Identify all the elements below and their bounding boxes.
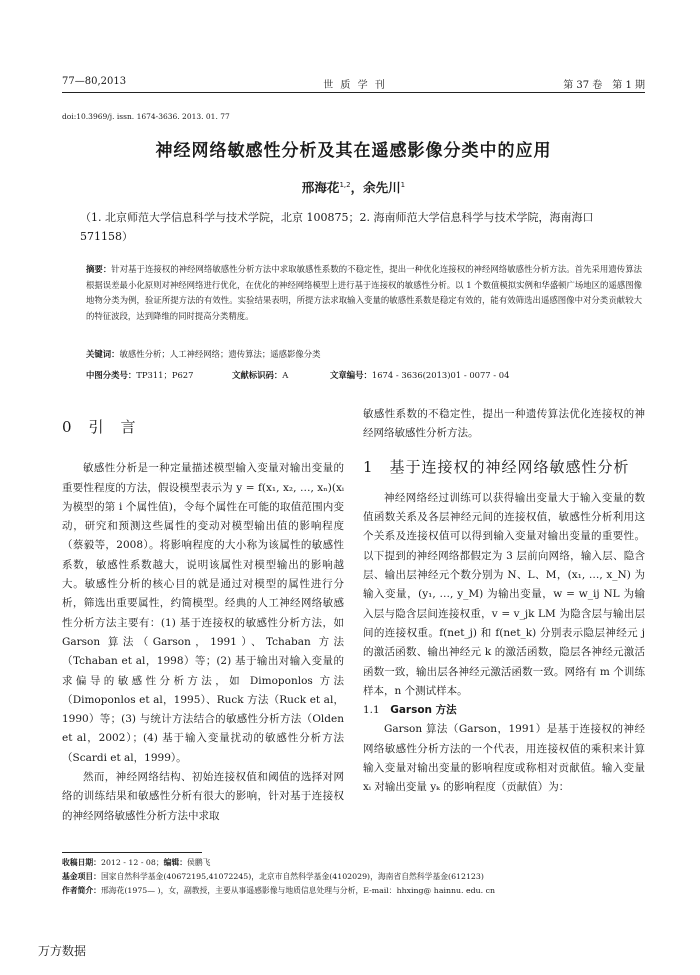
running-header-journal: 世 质 学 刊: [323, 80, 387, 91]
section-0-heading: 0 引 言: [62, 418, 137, 436]
doc-code: 文献标识码：A: [232, 370, 289, 380]
section-0-paragraph-2: 然而，神经网络结构、初始连接权值和阈值的选择对网络的训练结果和敏感性分析有很大的影响，针对基于连接权的神经网络敏感性分析方法中求取: [62, 771, 344, 822]
affiliation: （1. 北京师范大学信息科学与技术学院，北京 100875；2. 海南师范大学信息科学与技术学院，海南海口 571158）: [80, 211, 594, 243]
author-1: 邢海花: [301, 180, 340, 195]
keywords-label: 关键词：: [86, 349, 120, 359]
keywords: [86, 347, 642, 363]
article-number: 文章编号：1674 - 3636(2013)01 - 0077 - 04: [330, 370, 510, 380]
footnote-received: 收稿日期：2012 - 12 - 08；编辑：侯鹏飞: [62, 858, 211, 867]
author-1-affil: 1,2: [339, 180, 351, 189]
subsection-title: Garson 方法: [390, 704, 457, 717]
subsection-number: 1.1: [363, 704, 380, 717]
section-1-paragraph-1: 神经网络经过训练可以获得输出变量大于输入变量的数值函数关系及各层神经元间的连接权值，敏感性分析利用这个关系及连接权值可以得到输入变量对输出变量的重要性。以下提到的神经网络都假定为 3 层前向网络，输入层、隐含层、输出层神经元个数分别为 N、L、M，(x₁, …, x_N) 为输入变量，(y₁, …, y_M) 为输出变量，w = w_ij NL 为输入层与隐含层间连接权重，v = v_jk LM 为隐含层与输出层间的连接权重。f(net_j) 和 f(net_k) 分别表示隐层神经元 j 的激活函数、输出神经元 k 的激活函数，隐层各神经元激活函数一致，输出层各神经元激活函数一致。网络有 m 个训练样本，n 个测试样本。: [363, 491, 645, 697]
paper-title: 神经网络敏感性分析及其在遥感影像分类中的应用: [155, 141, 552, 161]
subsection-1-1-heading: [363, 701, 645, 720]
doi: doi:10.3969/j. issn. 1674-3636. 2013. 01. 77: [62, 112, 230, 121]
section-1-heading: 1 基于连接权的神经网络敏感性分析: [363, 457, 630, 476]
running-header-pages: 77—80,2013: [62, 76, 127, 87]
abstract: [86, 262, 642, 324]
footnote-author: 作者简介：邢海花(1975— )，女，副教授，主要从事遥感影像与地质信息处理与分析，E-mail：hhxing@ hainnu. edu. cn: [62, 886, 495, 895]
clc-number: 中图分类号：TP311；P627: [86, 370, 194, 380]
author-separator: ，: [350, 180, 364, 195]
abstract-text: 针对基于连接权的神经网络敏感性分析方法中求取敏感性系数的不稳定性，提出一种优化连接权的神经网络敏感性分析方法。首先采用遗传算法根据误差最小化原则对神经网络进行优化，在优化的神经网络模型上进行基于连接权的敏感性分析。以 1 个数值模拟实例和华盛顿广场地区的遥感图像地物分类为例，验证所提方法的有效性。实验结果表明，所提方法求取输入变量的敏感性系数是稳定有效的，能有效筛选出遥感图像中对分类贡献较大的特征波段，达到降维的同时提高分类精度。: [86, 264, 643, 321]
left-column: [62, 418, 344, 826]
header-rule: [62, 92, 645, 93]
abstract-label: 摘要：: [86, 264, 112, 274]
author-2-affil: 1: [400, 180, 406, 189]
author-line: [62, 178, 645, 196]
right-column: [363, 405, 645, 798]
keywords-text: 敏感性分析；人工神经网络；遗传算法；遥感影像分类: [119, 349, 321, 359]
footnote-rule: [62, 852, 202, 853]
right-intro-text: 敏感性系数的不稳定性，提出一种遗传算法优化连接权的神经网络敏感性分析方法。: [363, 408, 645, 440]
watermark-text: 万方数据: [38, 944, 87, 958]
author-2: 余先川: [363, 180, 401, 195]
footnote: [62, 856, 645, 898]
running-header-issue: 第 37 卷 第 1 期: [563, 80, 645, 91]
section-0-paragraph-1: 敏感性分析是一种定量描述模型输入变量对输出变量的重要性程度的方法，假设模型表示为 y = f(x₁, x₂, …, xₙ)(xᵢ 为模型的第 i 个属性值)，令每个属性在可能的取值范围内变动，研究和预测这些属性的变动对模型输出值的影响程度（蔡毅等，2008）。将影响程度的大小称为该属性的敏感性系数，敏感性系数越大，说明该属性对模型输出的影响越大。敏感性分析的核心目的就是通过对模型的属性进行分析，筛选出重要属性，约简模型。经典的人工神经网络敏感性分析方法主要有：(1) 基于连接权的敏感性分析方法，如 Garson 算法（Garson，1991）、Tchaban 方法（Tchaban et al，1998）等；(2) 基于输出对输入变量的求偏导的敏感性分析方法，如 Dimoponlos 方法（Dimoponlos et al，1995）、Ruck 方法（Ruck et al，1990）等；(3) 与统计方法结合的敏感性分析方法（Olden et al，2002）；(4) 基于输入变量扰动的敏感性分析方法（Scardi et al，1999）。: [62, 462, 344, 764]
footnote-fund: 基金项目：国家自然科学基金(40672195,41072245)，北京市自然科学基金(4102029)，海南省自然科学基金(612123): [62, 872, 484, 881]
section-1-paragraph-2: Garson 算法（Garson，1991）是基于连接权的神经网络敏感性分析方法的一个代表，用连接权值的乘积来计算输入变量对输出变量的影响程度或称相对贡献值。输入变量 xᵢ 对输出变量 yₖ 的影响程度（贡献值）为：: [363, 723, 645, 794]
